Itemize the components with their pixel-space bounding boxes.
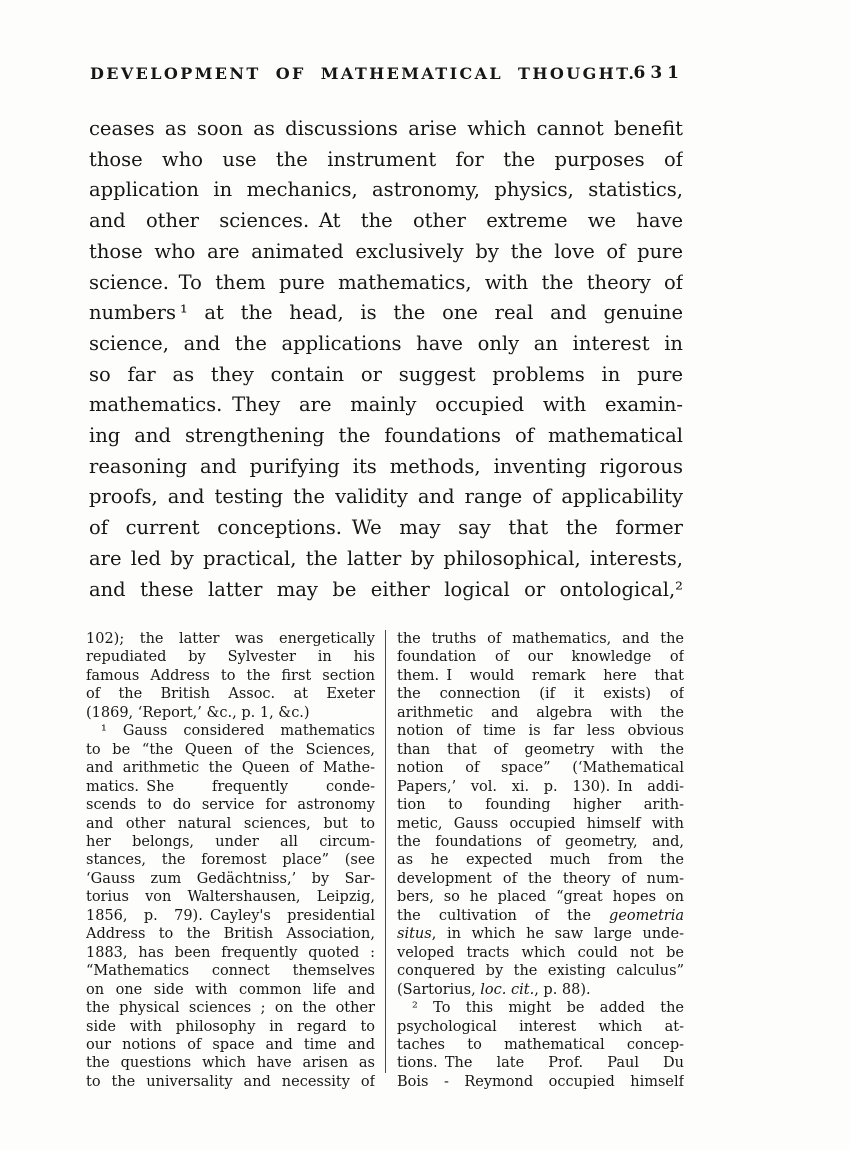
text-line: conquered by the existing calculus” [397,963,684,980]
text-line: taches to mathematical concep- [397,1036,684,1053]
footnote-column-left [86,630,375,1091]
text-line: “Mathematics connect themselves [86,963,375,980]
page-number: 631 [633,63,684,83]
text-line: them. I would remark here that [397,667,684,684]
text-line: numbers ¹ at the head, is the one real and genuine [89,301,683,325]
text-line: famous Address to the first section [86,667,375,684]
text-line: ceases as soon as discussions arise which cannot benefit [89,117,683,140]
text-line: arithmetic and algebra with the [397,704,684,721]
text-line: science. To them pure mathematics, with the theory of [89,270,683,294]
column-divider-line [385,630,386,1073]
text-line: and other sciences. At the other extreme we have [89,209,683,233]
running-head-title: DEVELOPMENT OF MATHEMATICAL THOUGHT. [90,64,637,83]
text-line: Address to the British Association, [86,926,375,943]
text-line: as he expected much from the [397,852,684,869]
text-line: torius von Waltershausen, Leipzig, [86,889,375,906]
text-line: than that of geometry with the [397,741,684,758]
text-line: and these latter may be either logical or ontological,² [89,577,683,601]
text-line: notion of space” (‘Mathematical [397,760,684,777]
text-line: scends to do service for astronomy [86,797,375,814]
text-line: the connection (if it exists) of [397,686,684,703]
text-line: reasoning and purifying its methods, inventing rigorous [89,454,683,478]
text-line: ¹ Gauss considered mathematics [101,723,375,740]
body-paragraph [89,114,683,605]
text-line: metic, Gauss occupied himself with [397,815,684,832]
text-line: foundation of our knowledge of [397,649,684,666]
text-line: (1869, ‘Report,’ &c., p. 1, &c.) [86,704,310,721]
text-line: the questions which have arisen as [86,1055,375,1072]
text-line: tions. The late Prof. Paul Du [397,1055,684,1072]
text-line: ing and strengthening the foundations of mathematical [89,424,683,448]
text-line: proofs, and testing the validity and range of applicability [89,485,683,509]
text-line: so far as they contain or suggest problems in pure [89,362,683,386]
text-line: 102); the latter was energetically [86,631,375,647]
text-line: the foundations of geometry, and, [397,833,684,850]
text-line: the truths of mathematics, and the [397,631,684,647]
text-line: tion to founding higher arith- [397,797,684,814]
text-line: psychological interest which at- [397,1018,684,1035]
text-line: bers, so he placed “great hopes on [397,889,684,906]
text-line: to be “the Queen of the Sciences, [86,741,375,758]
text-line: Papers,’ vol. xi. p. 130). In addi- [397,778,684,795]
text-line: on one side with common life and [86,981,375,998]
text-line: the physical sciences ; on the other [86,1000,375,1017]
text-line: of the British Assoc. at Exeter [86,686,375,703]
text-line: those who use the instrument for the purposes of [89,147,683,171]
text-line: stances, the foremost place” (see [86,852,375,869]
text-line: repudiated by Sylvester in his [86,649,375,666]
text-line: side with philosophy in regard to [86,1018,375,1035]
text-line: veloped tracts which could not be [397,944,684,961]
text-line: those who are animated exclusively by the love of pure [89,239,683,263]
text-line: the cultivation of the geometria [397,907,684,924]
text-line: to the universality and necessity of [86,1073,375,1090]
footnote-section [86,630,684,1091]
text-line: Bois - Reymond occupied himself [397,1073,684,1090]
running-head [90,64,684,88]
text-line: notion of time is far less obvious [397,723,684,740]
text-line: 1883, has been frequently quoted : [86,944,375,961]
text-line: and other natural sciences, but to [86,815,375,832]
text-line: situs, in which he saw large unde- [397,926,684,943]
text-line: matics. She frequently conde- [86,778,375,795]
text-line: her belongs, under all circum- [86,833,375,850]
text-line: our notions of space and time and [86,1036,375,1053]
text-line: and arithmetic the Queen of Mathe- [86,760,375,777]
text-line: are led by practical, the latter by philosophical, interests, [89,546,683,570]
text-line: application in mechanics, astronomy, physics, statistics, [89,178,683,202]
text-line: (Sartorius, loc. cit., p. 88). [397,981,591,998]
text-line: development of the theory of num- [397,870,684,887]
text-line: 1856, p. 79). Cayley's presidential [86,907,375,924]
text-line: mathematics. They are mainly occupied with examin- [89,393,683,417]
text-line: science, and the applications have only an interest in [89,331,683,355]
text-line: of current conceptions. We may say that the former [89,516,683,540]
text-line: ² To this might be added the [412,1000,684,1017]
text-line: ‘Gauss zum Gedächtniss,’ by Sar- [86,870,375,887]
footnote-column-right [397,630,684,1091]
